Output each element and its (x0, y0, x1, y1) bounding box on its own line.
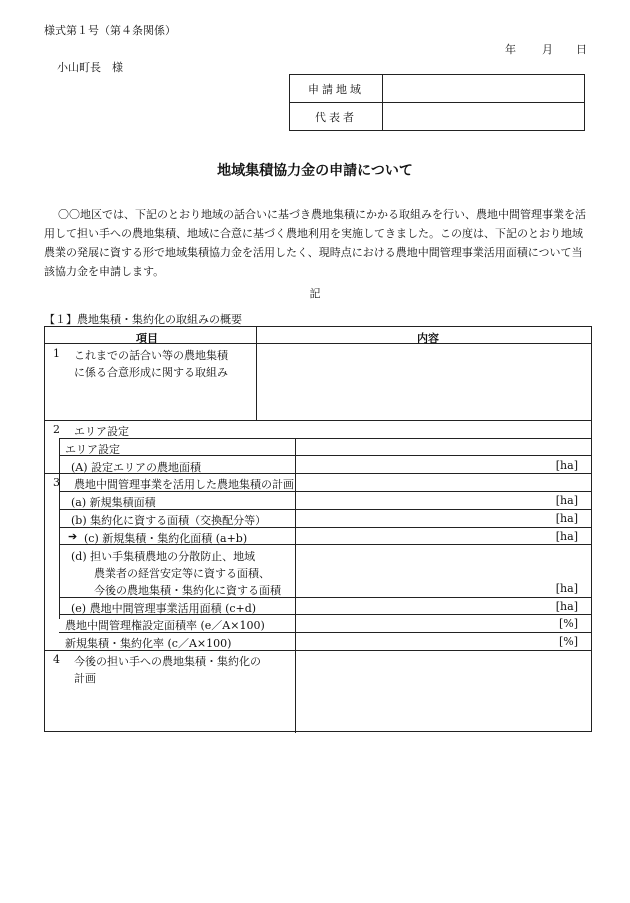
page-title: 地域集積協力金の申請について (217, 163, 413, 179)
form-number: 様式第１号（第４条関係） (44, 24, 176, 37)
b-unit: [ha] (555, 512, 578, 525)
row4-content-field[interactable] (296, 651, 591, 731)
date-year: 年 (505, 43, 516, 56)
request-box (289, 74, 585, 131)
a-label: (a) 新規集積面積 (71, 496, 156, 509)
row1-item-line1: これまでの話合い等の農地集積 (74, 349, 228, 362)
row1-item-line2: に係る合意形成に関する取組み (74, 366, 228, 379)
date-month: 月 (542, 43, 553, 56)
rate1-label: 農地中間管理権設定面積率 (e／A×100) (65, 619, 265, 632)
d-line3: 今後の農地集積・集約化に資する面積 (94, 584, 281, 597)
area-A-unit: [ha] (555, 459, 578, 472)
a-unit: [ha] (555, 494, 578, 507)
representative-value-field[interactable] (383, 103, 585, 131)
e-unit: [ha] (555, 600, 578, 613)
ki-mark: 記 (309, 287, 321, 300)
row3-title: 農地中間管理事業を活用した農地集積の計画 (74, 478, 294, 491)
row2-number: 2 (53, 423, 60, 436)
row3-number: 3 (53, 476, 60, 489)
row4-number: 4 (53, 653, 60, 666)
d-line2: 農業者の経営安定等に資する面積、 (94, 567, 270, 580)
col-content-header: 内容 (417, 332, 439, 345)
row2-title: エリア設定 (74, 425, 129, 438)
row1-number: 1 (53, 347, 60, 360)
row1-content-field[interactable] (257, 344, 591, 419)
date-day: 日 (576, 43, 587, 56)
e-label: (e) 農地中間管理事業活用面積 (c+d) (71, 602, 257, 615)
addressee: 小山町長 様 (57, 61, 123, 74)
rate2-label: 新規集積・集約化率 (c／A×100) (65, 637, 232, 650)
c-unit: [ha] (555, 530, 578, 543)
d-line1: (d) 担い手集積農地の分散防止、地域 (71, 550, 256, 563)
body-paragraph: 〇〇地区では、下記のとおり地域の話合いに基づき農地集積にかかる取組みを行い、農地中間管理事業を活用して担い手への農地集積、地域に合意に基づく農地利用を実施してきました。この度は、下記のとおり地域農業の発展に資する形で地域集積協力金を活用したく、現時点における農地中間管理事業活用面積について当該協力金を申請します。 (44, 208, 586, 278)
row4-line1: 今後の担い手への農地集積・集約化の (74, 655, 261, 668)
arrow-icon: ➔ (68, 530, 78, 543)
d-unit: [ha] (555, 582, 578, 595)
row4-line2: 計画 (74, 672, 96, 685)
rate2-unit: [%] (558, 635, 578, 648)
area-value-field[interactable] (383, 75, 585, 103)
overview-table (44, 326, 592, 732)
b-label: (b) 集約化に資する面積（交換配分等） (71, 514, 267, 527)
representative-label: 代表者 (290, 103, 383, 131)
col-item-header: 項目 (136, 332, 158, 345)
area-A-label: (A) 設定エリアの農地面積 (71, 461, 202, 474)
area-setting-field[interactable] (296, 439, 591, 455)
section1-heading: 【１】農地集積・集約化の取組みの概要 (44, 313, 242, 326)
c-label: (c) 新規集積・集約化面積 (a+b) (84, 532, 248, 545)
rate1-unit: [%] (558, 617, 578, 630)
area-setting-label: エリア設定 (65, 443, 120, 456)
area-label: 申請地域 (290, 75, 383, 103)
